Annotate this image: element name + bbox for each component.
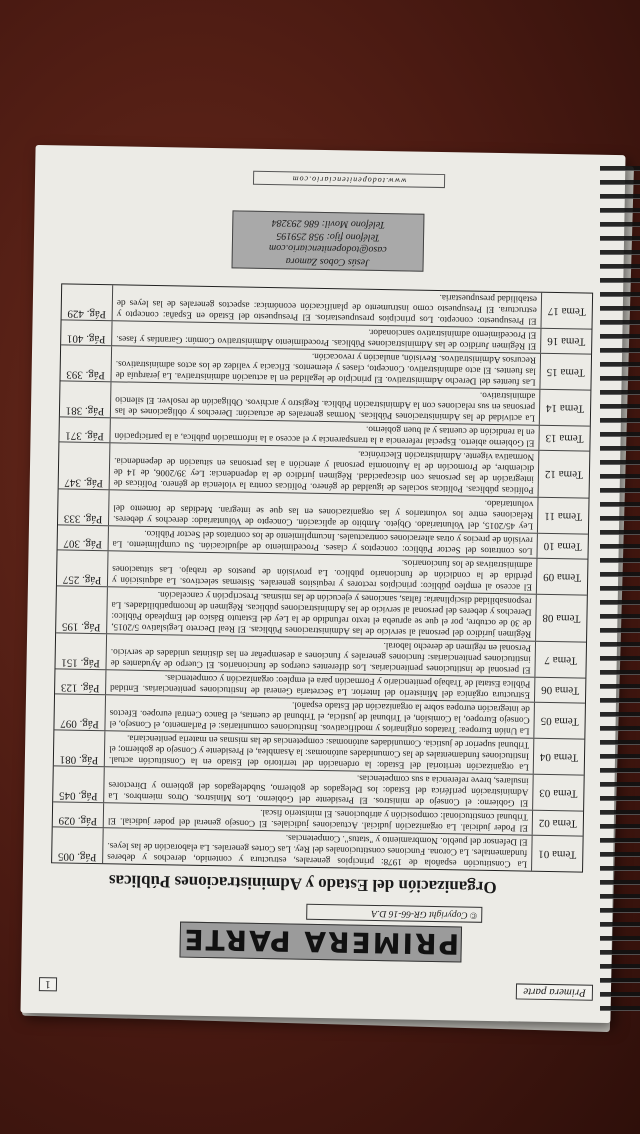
toc-tema: Tema 7 xyxy=(534,642,586,678)
toc-page: Pág. 045 xyxy=(53,766,105,802)
toc-page: Pág. 307 xyxy=(58,525,109,550)
toc-page: Pág. 081 xyxy=(54,730,106,766)
toc-tema: Tema 17 xyxy=(541,293,593,329)
toc-tema: Tema 11 xyxy=(537,498,589,534)
toc-tema: Tema 06 xyxy=(534,678,585,703)
toc-tema: Tema 14 xyxy=(539,390,591,426)
footer-url: www.todopenitenciario.com xyxy=(253,171,445,188)
toc-tema: Tema 15 xyxy=(539,354,591,390)
toc-description: El Presupuesto: concepto. Los principios presupuestarios. El Presupuesto del Estado en España: concepto y estructura. El Presupuesto como instrumento de planificación económica: aspectos generales de las leyes de estabilidad presupuestaria. xyxy=(116,292,538,327)
toc-page: Pág. 123 xyxy=(55,669,106,694)
part-banner: PRIMERA PARTE xyxy=(179,922,462,963)
toc-description: La organización territorial del Estado: la ordenación del territorio del Estado en la Constitución actual. Instituciones fundamentales de las Comunidades autónomas: la Asamblea, el Presidente y Consejo de gobierno; el Tribunal superior de justicia. Comunidades autónomas: competencias de las mismas en materia penitenciaria. xyxy=(108,733,530,773)
spiral-binding xyxy=(600,160,640,1020)
contact-email: caso@todopenitenciario.com xyxy=(268,242,387,256)
toc-description: Políticas públicas. Políticas sociales de igualdad de género. Políticas contra la violencia de género. Políticas de integración de las personas con discapacidad. Régimen jurídico de la dependencia: Ley 39/2006, de 14 de diciembre, de Promoción de la Autonomía personal y atención a las personas en situación de dependencia. Normativa vigente. Administración Electrónica. xyxy=(113,449,535,496)
section-tab: Primera parte xyxy=(516,983,593,1000)
contact-box xyxy=(231,210,424,271)
toc-tema: Tema 13 xyxy=(538,426,589,451)
toc-tema: Tema 09 xyxy=(536,559,588,595)
toc-page: Pág. 347 xyxy=(59,442,111,489)
page-content xyxy=(20,145,625,1023)
contact-phone-fixed: Teléfono fijo: 958 259195 xyxy=(276,230,380,243)
toc-tema: Tema 02 xyxy=(532,811,583,836)
toc-description: Régimen jurídico del personal al servicio de las Administraciones Públicas. El Real Decreto Legislativo 5/2015, de 30 de octubre, por el que se aprueba el texto refundido de la Ley del Estatuto Básico del Empleado Público: Derechos y deberes del personal al servicio de las Administraciones públicas. Régimen de Incompatibilidades. La responsabilidad disciplinaria: faltas, sanciones y ejecución de las mismas. Prescripción y cancelación. xyxy=(111,590,532,640)
contact-name: Jesús Cobos Zamora xyxy=(285,255,370,268)
toc-description: La Constitución española de 1978: principios generales, estructura y contenido, derechos y deberes fundamentales. La Corona. Funciones constitucionales del Rey. Las Cortes generales. La elaboración de las leyes. El Defensor del pueblo. Nombramiento y "status". Competencias. xyxy=(107,833,528,870)
toc-tema: Tema 01 xyxy=(531,836,583,872)
copyright-notice: © Copyright GR-66-16 D.A xyxy=(306,904,482,923)
toc-description: El acceso al empleo público: principios rectores y requisitos generales. Sistemas selectivos. La adquisición y pérdida de la condición de funcionario público. La provisión de puestos de trabajo. Las situaciones administrativas de los funcionarios. xyxy=(111,558,533,593)
toc-description: El Gobierno: el Consejo de ministros. El Presidente del Gobierno. Los Ministros. Otros miembros. La Administración periférica del Estado: los Delegados de gobierno, Subdelegados del gobierno y Directores insulares, breve referencia a sus competencias. xyxy=(108,773,529,809)
toc-page: Pág. 151 xyxy=(55,633,107,669)
toc-description: Los contratos del Sector Público: conceptos y clases. Procedimiento de adjudicación. Su cumplimiento. La revisión de precios y otras alteraciones contractuales. Incumplimiento de los contratos del Sector Público. xyxy=(112,528,533,557)
toc-description: La Unión Europea: Tratados originarios y modificativos. Instituciones comunitarias: el Parlamento, el Consejo, el Consejo Europeo, la Comisión, el Tribunal de justicia, el Tribunal de cuentas, el Banco Central europeo. Efectos de integración europea sobre la organización del Estado español. xyxy=(109,700,530,737)
toc-description: Ley 45/2015, del Voluntariado. Objeto. Ámbito de aplicación. Concepto de Voluntariado: derechos y deberes. Relaciones entre los voluntarios y las organizaciones en las que se integran. Medidas de fomento del voluntariado. xyxy=(113,498,534,532)
toc-tema: Tema 05 xyxy=(533,703,585,739)
notebook-page xyxy=(20,145,625,1023)
toc-page: Pág. 401 xyxy=(61,320,112,345)
toc-page: Pág. 097 xyxy=(54,694,106,730)
toc-page: Pág. 257 xyxy=(57,550,109,586)
toc-tema: Tema 12 xyxy=(538,451,590,498)
toc-page: Pág. 429 xyxy=(62,284,114,320)
page-header xyxy=(39,967,593,1007)
toc-description: El Régimen Jurídico de las Administraciones Públicas. Procedimiento Administrativo Común: Garantías y fases. El Procedimiento administrativo sancionador. xyxy=(116,327,537,352)
toc-tema: Tema 03 xyxy=(532,775,584,811)
toc-page: Pág. 381 xyxy=(60,381,112,417)
toc-description: El Poder judicial. La organización judicial. Actuaciones judiciales. El Consejo general del poder judicial. El Tribunal constitucional: composición y atribuciones. El ministerio fiscal. xyxy=(107,807,529,834)
toc-tema: Tema 04 xyxy=(533,739,585,775)
toc-page: Pág. 029 xyxy=(53,802,104,827)
toc-row xyxy=(56,585,587,641)
toc-page: Pág. 371 xyxy=(59,417,110,442)
toc-description: El Gobierno abierto. Especial referencia a la transparencia y el acceso a la información pública, a la participación en la rendición de cuentas y al buen gobierno. xyxy=(114,424,535,449)
toc-description: Las fuentes del Derecho Administrativo. El principio de legalidad en la actuación administrativa. La jerarquía de las fuentes. El acto administrativo. Concepto, clases y elementos. Eficacia y validez de los actos administrativos. Recursos Administrativos. Revisión, anulación y revocación. xyxy=(115,351,537,388)
toc-page: Pág. 005 xyxy=(52,827,104,863)
contact-phone-mobile: Teléfono Movil: 686 293284 xyxy=(271,217,385,231)
main-title: Organización del Estado y Administraciones Públicas xyxy=(108,871,497,898)
toc-tema: Tema 10 xyxy=(536,534,587,559)
table-of-contents xyxy=(51,283,593,872)
page-number: 1 xyxy=(39,977,57,991)
toc-row xyxy=(59,441,590,497)
toc-tema: Tema 16 xyxy=(540,329,591,354)
toc-page: Pág. 333 xyxy=(58,489,110,525)
toc-page: Pág. 393 xyxy=(61,345,113,381)
toc-description: Estructura orgánica del Ministerio del Interior. La Secretaría General de Instituciones penitenciarias. Entidad Pública Estatal de Trabajo penitenciario y Formación para el empleo: organización y competencias. xyxy=(110,673,531,701)
toc-description: La actividad de las Administraciones Públicas. Normas generales de actuación: Derechos y obligaciones de las personas en sus relaciones con la Administración Pública. Registro y archivos. Obligación de resolver. El silencio administrativo. xyxy=(114,390,536,424)
toc-tema: Tema 08 xyxy=(535,595,587,642)
toc-description: El personal de instituciones penitenciarias. Los diferentes cuerpos de funcionarios. El Cuerpo de Ayudantes de instituciones penitenciarias: funciones generales y funciones a desempeñar en las distintas unidades de servicio. Personal en régimen de derecho laboral. xyxy=(110,641,531,676)
toc-page: Pág. 195 xyxy=(56,586,108,633)
